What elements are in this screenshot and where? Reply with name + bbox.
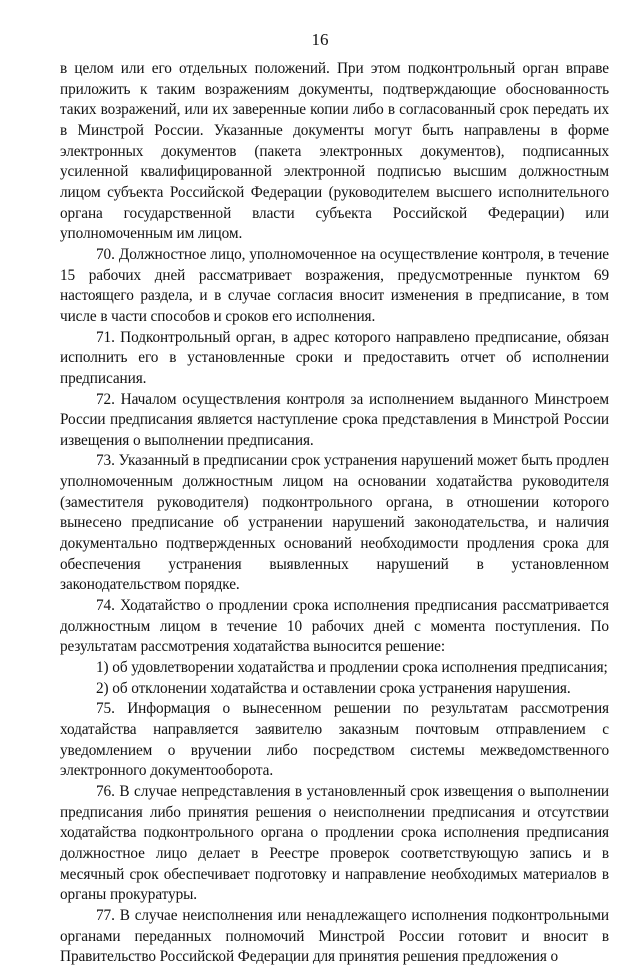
paragraph-continuation: в целом или его отдельных положений. При этом подконтрольный орган вправе приложить к таким возражениям документы, подтверждающие обоснованность таких возражений, или их заверенные копии либо в согласованный срок передать их в Минстрой России. Указанные документы могут быть направлены в форме электронных документов (пакета электронных документов), подписанных усиленной квалифицированной электронной подписью высшим должностным лицом субъекта Российской Федерации (руководителем высшего исполнительного органа государственной власти субъекта Российской Федерации) или уполномоченным им лицом. (60, 60, 609, 243)
paragraph-74: 74. Ходатайство о продлении срока исполнения предписания рассматривается должностным лицом в течение 10 рабочих дней с момента поступления. По результатам рассмотрения ходатайства выносится решение: (60, 597, 609, 656)
paragraph-76: 76. В случае непредставления в установленный срок извещения о выполнении предписания либо принятия решения о неисполнении предписания и отсутствии ходатайства подконтрольного органа о продлении срока исполнения предписания должностное лицо делает в Реестре проверок соответствующую запись и в месячный срок обеспечивает подготовку и направление необходимых материалов в органы прокуратуры. (60, 782, 609, 904)
paragraph-75: 75. Информация о вынесенном решении по результатам рассмотрения ходатайства направляется заявителю заказным почтовым отправлением с уведомлением о вручении либо посредством системы межведомственного электронного документооборота. (60, 700, 609, 780)
paragraph-71: 71. Подконтрольный орган, в адрес которого направлено предписание, обязан исполнить его в установленные сроки и предоставить отчет об исполнении предписания. (60, 328, 609, 387)
document-body (60, 59, 609, 968)
paragraph-72: 72. Началом осуществления контроля за исполнением выданного Минстроем России предписания является наступление срока представления в Минстрой России извещения о выполнении предписания. (60, 390, 609, 449)
list-item-1: 1) об удовлетворении ходатайства и продлении срока исполнения предписания; (96, 659, 608, 677)
list-item-2: 2) об отклонении ходатайства и оставлении срока устранения нарушения. (96, 679, 571, 697)
paragraph-70: 70. Должностное лицо, уполномоченное на осуществление контроля, в течение 15 рабочих дней рассматривает возражения, предусмотренные пунктом 69 настоящего раздела, и в случае согласия вносит изменения в предписание, в том числе в части способов и сроков его исполнения. (60, 245, 609, 325)
page-number: 16 (311, 30, 329, 49)
paragraph-73: 73. Указанный в предписании срок устранения нарушений может быть продлен уполномоченным должностным лицом на основании ходатайства руководителя (заместителя руководителя) подконтрольного органа, в отношении которого вынесено предписание об устранении нарушений законодательства, и наличия документально подтвержденных оснований необходимости продления срока для обеспечения устранения выявленных нарушений в установленном законодательством порядке. (60, 452, 609, 594)
paragraph-77: 77. В случае неисполнения или ненадлежащего исполнения подконтрольными органами переданных полномочий Минстрой России готовит и вносит в Правительство Российской Федерации для принятия решения предложения о (60, 906, 609, 966)
